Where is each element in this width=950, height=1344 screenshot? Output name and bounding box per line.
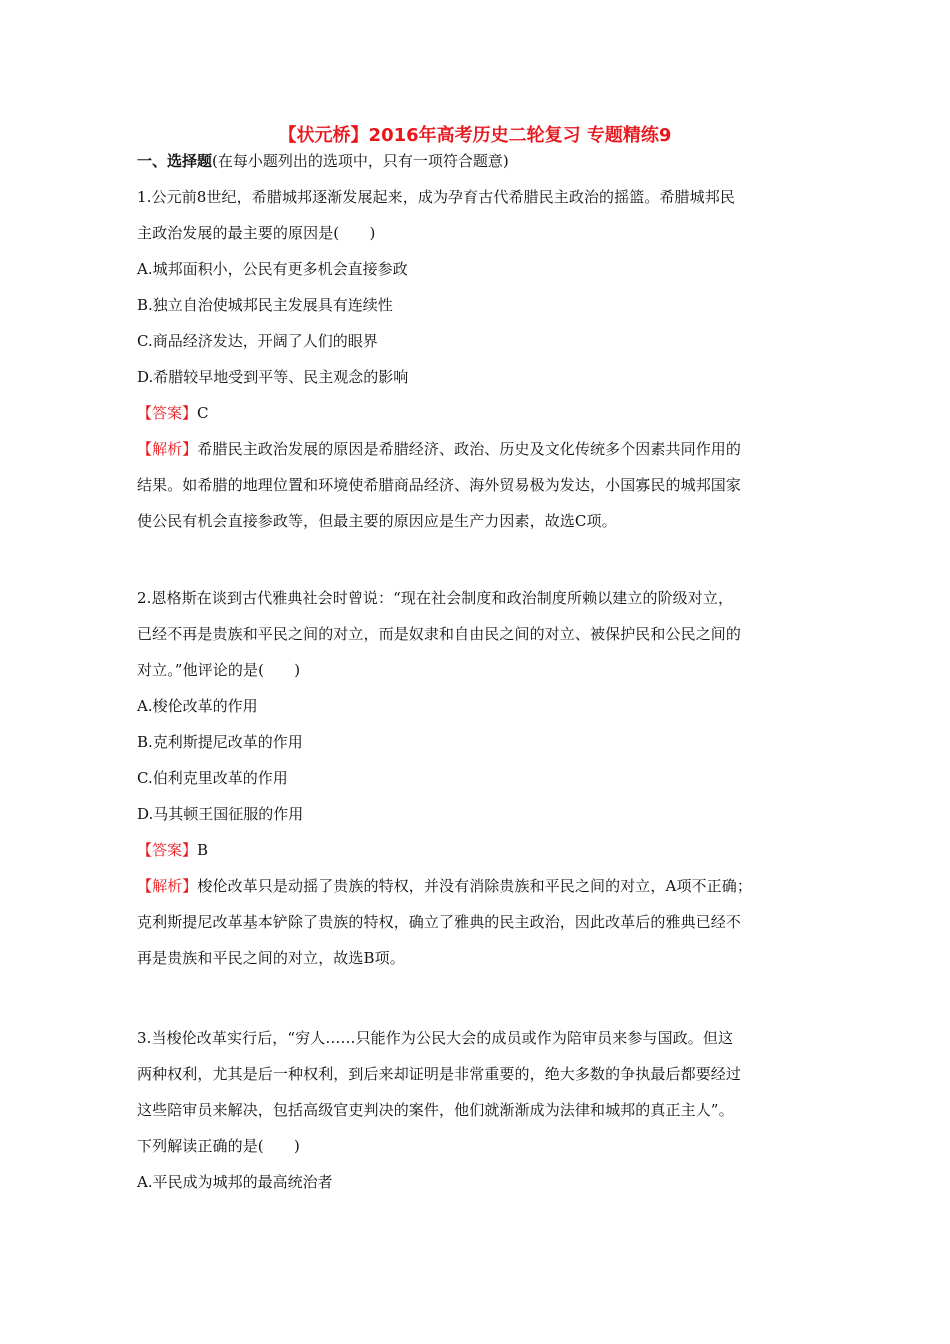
analysis-line: 克利斯提尼改革基本铲除了贵族的特权，确立了雅典的民主政治，因此改革后的雅典已经不 (137, 913, 742, 931)
answer-value: C (197, 404, 209, 422)
question-stem-line: 已经不再是贵族和平民之间的对立，而是奴隶和自由民之间的对立、被保护民和公民之间的 (137, 625, 742, 643)
answer-line (137, 832, 817, 868)
page-title: 【状元桥】2016年高考历史二轮复习 专题精练9 (278, 125, 672, 146)
question-1 (137, 179, 817, 539)
option-a: A.城邦面积小，公民有更多机会直接参政 (137, 260, 408, 278)
analysis-text: 梭伦改革只是动摇了贵族的特权，并没有消除贵族和平民之间的对立，A项不正确； (197, 877, 752, 895)
option-a: A.梭伦改革的作用 (137, 697, 258, 715)
section-heading (137, 150, 509, 172)
question-stem-line: 2.恩格斯在谈到古代雅典社会时曾说：“现在社会制度和政治制度所赖以建立的阶级对立， (137, 589, 734, 607)
answer-line (137, 395, 817, 431)
analysis-line (137, 431, 817, 467)
question-stem-line: 两种权利，尤其是后一种权利，到后来却证明是非常重要的，绝大多数的争执最后都要经过 (137, 1065, 742, 1083)
section-heading-note: (在每小题列出的选项中，只有一项符合题意) (212, 152, 509, 170)
option-c: C.伯利克里改革的作用 (137, 769, 288, 787)
option-b: B.克利斯提尼改革的作用 (137, 733, 303, 751)
option-c: C.商品经济发达，开阔了人们的眼界 (137, 332, 378, 350)
question-3 (137, 1020, 817, 1200)
option-d: D.希腊较早地受到平等、民主观念的影响 (137, 368, 409, 386)
question-2 (137, 580, 817, 976)
analysis-text: 希腊民主政治发展的原因是希腊经济、政治、历史及文化传统多个因素共同作用的 (197, 440, 742, 458)
option-b: B.独立自治使城邦民主发展具有连续性 (137, 296, 393, 314)
option-a: A.平民成为城邦的最高统治者 (137, 1173, 333, 1191)
answer-label: 【答案】 (137, 841, 198, 859)
question-stem-line: 1.公元前8世纪，希腊城邦逐渐发展起来，成为孕育古代希腊民主政治的摇篮。希腊城邦民 (137, 188, 735, 206)
analysis-line: 使公民有机会直接参政等，但最主要的原因应是生产力因素，故选C项。 (137, 512, 617, 530)
question-stem-line: 主政治发展的最主要的原因是( ) (137, 224, 376, 242)
question-stem-line: 下列解读正确的是( ) (137, 1137, 300, 1155)
analysis-line: 结果。如希腊的地理位置和环境使希腊商品经济、海外贸易极为发达，小国寡民的城邦国家 (137, 476, 742, 494)
section-heading-label: 一、选择题 (137, 152, 213, 170)
question-stem-line: 这些陪审员来解决，包括高级官吏判决的案件，他们就渐渐成为法律和城邦的真正主人”。 (137, 1101, 734, 1119)
analysis-line: 再是贵族和平民之间的对立，故选B项。 (137, 949, 405, 967)
question-stem-line: 对立。”他评论的是( ) (137, 661, 301, 679)
analysis-label: 【解析】 (137, 877, 198, 895)
analysis-label: 【解析】 (137, 440, 198, 458)
answer-value: B (197, 841, 209, 859)
answer-label: 【答案】 (137, 404, 198, 422)
analysis-line (137, 868, 817, 904)
question-stem-line: 3.当梭伦改革实行后，“穷人……只能作为公民大会的成员或作为陪审员来参与国政。但这 (137, 1029, 734, 1047)
option-d: D.马其顿王国征服的作用 (137, 805, 304, 823)
